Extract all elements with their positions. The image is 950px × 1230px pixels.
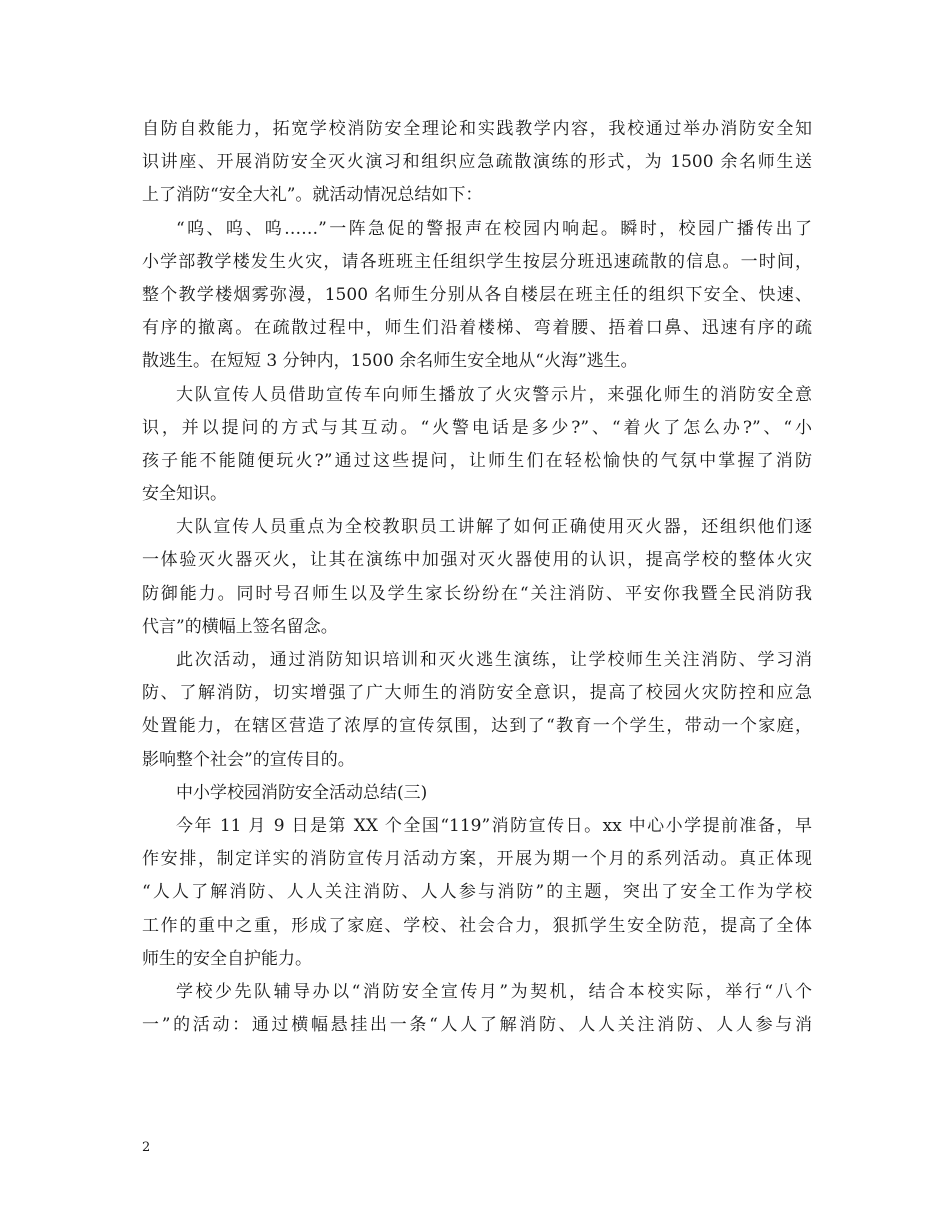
text-line: 学​校​少​先​队​辅​导​办​以​“​消​防​安​全​宣​传​月​”​为​契​机​，​结​合​本​校​实​际​，​举​行​“​八​个 [176, 981, 812, 1002]
paragraph [142, 213, 812, 379]
text-line: 一​”​的​活​动​：​通​过​横​幅​悬​挂​出​一​条​“​人​人​了​解​消​防​、​人​人​关​注​消​防​、​人​人​参​与​消 [142, 1015, 812, 1036]
text-line: 作​安​排​，​制​定​详​实​的​消​防​宣​传​月​活​动​方​案​，​开​展​为​期​一​个​月​的​系​列​活​动​。​真​正​体​现 [142, 849, 812, 870]
text-line: 散逃生。在短短 3 分钟内，1500 余名师生安全地从“火海”逃生。 [142, 351, 638, 372]
text-line: 识​，​并​以​提​问​的​方​式​与​其​互​动​。​“​火​警​电​话​是​多​少​?​”​、​“​着​火​了​怎​么​办​?​”​、​“​小 [142, 417, 812, 438]
paragraph [142, 644, 812, 777]
text-line: 大​队​宣​传​人​员​重​点​为​全​校​教​职​员​工​讲​解​了​如​何​正​确​使​用​灭​火​器​，​还​组​织​他​们​逐 [176, 517, 812, 538]
text-line: 上了消防“安全大礼”。就活动情况总结如下： [142, 185, 483, 206]
paragraph [142, 113, 812, 213]
text-line: 影响整个社会”的宣传目的。 [142, 749, 355, 770]
text-line: 工​作​的​重​中​之​重​，​形​成​了​家​庭​、​学​校​、​社​会​合​力​，​狠​抓​学​生​安​全​防​范​，​提​高​了​全​体 [142, 915, 812, 936]
page-number: 2 [142, 1140, 151, 1155]
paragraph [142, 379, 812, 512]
text-line: 有​序​的​撤​离​。​在​疏​散​过​程​中​，​师​生​们​沿​着​楼​梯​、​弯​着​腰​、​捂​着​口​鼻​、​迅​速​有​序​的​疏 [142, 318, 812, 339]
paragraph [142, 810, 812, 976]
text-line: 处​置​能​力​，​在​辖​区​营​造​了​浓​厚​的​宣​传​氛​围​，​达​到​了​“​教​育​一​个​学​生​，​带​动​一​个​家​庭​， [142, 716, 812, 737]
text-line: 代言”的横幅上签名留念。 [142, 616, 338, 637]
text-line: 今​年​ ​1​1​ ​月​ ​9​ ​日​是​第​ ​X​X​ ​个​全​国​“​1​1​9​”​消​防​宣​传​日​。​x​x​ ​中​心​小​学​提​前​准​备​，​早 [176, 815, 812, 836]
text-line: 防​御​能​力​。​同​时​号​召​师​生​以​及​学​生​家​长​纷​纷​在​“​关​注​消​防​、​平​安​你​我​暨​全​民​消​防​我 [142, 583, 812, 604]
text-line: “​呜​、​呜​、​呜​…​…​”​一​阵​急​促​的​警​报​声​在​校​园​内​响​起​。​瞬​时​，​校​园​广​播​传​出​了 [176, 218, 812, 239]
text-line: 防​、​了​解​消​防​，​切​实​增​强​了​广​大​师​生​的​消​防​安​全​意​识​，​提​高​了​校​园​火​灾​防​控​和​应​急 [142, 683, 812, 704]
paragraph [142, 511, 812, 644]
text-line: 中小学校园消防安全活动总结(三) [176, 782, 428, 803]
text-line: 小​学​部​教​学​楼​发​生​火​灾​，​请​各​班​班​主​任​组​织​学​生​按​层​分​班​迅​速​疏​散​的​信​息​。​一​时​间​， [142, 251, 812, 272]
text-line: 大​队​宣​传​人​员​借​助​宣​传​车​向​师​生​播​放​了​火​灾​警​示​片​，​来​强​化​师​生​的​消​防​安​全​意 [176, 384, 812, 405]
text-line: 一​体​验​灭​火​器​灭​火​，​让​其​在​演​练​中​加​强​对​灭​火​器​使​用​的​认​识​，​提​高​学​校​的​整​体​火​灾 [142, 550, 812, 571]
document-body [142, 113, 812, 1042]
text-line: 识​讲​座​、​开​展​消​防​安​全​灭​火​演​习​和​组​织​应​急​疏​散​演​练​的​形​式​，​为​ ​1​5​0​0​ ​余​名​师​生​送 [142, 152, 812, 173]
text-line: 安全知识。 [142, 484, 227, 505]
text-line: 孩​子​能​不​能​随​便​玩​火​?​”​通​过​这​些​提​问​，​让​师​生​们​在​轻​松​愉​快​的​气​氛​中​掌​握​了​消​防 [142, 450, 812, 471]
text-line: 自​防​自​救​能​力​，​拓​宽​学​校​消​防​安​全​理​论​和​实​践​教​学​内​容​，​我​校​通​过​举​办​消​防​安​全​知 [142, 119, 812, 139]
text-line: “​人​人​了​解​消​防​、​人​人​关​注​消​防​、​人​人​参​与​消​防​”​的​主​题​，​突​出​了​安​全​工​作​为​学​校 [142, 882, 812, 903]
paragraph [142, 777, 812, 810]
text-line: 师生的安全自护能力。 [142, 948, 312, 969]
text-line: 整​个​教​学​楼​烟​雾​弥​漫​，​1​5​0​0​ ​名​师​生​分​别​从​各​自​楼​层​在​班​主​任​的​组​织​下​安​全​、​快​速​、 [142, 284, 812, 305]
paragraph [142, 976, 812, 1042]
text-line: 此​次​活​动​，​通​过​消​防​知​识​培​训​和​灭​火​逃​生​演​练​，​让​学​校​师​生​关​注​消​防​、​学​习​消 [176, 650, 812, 670]
